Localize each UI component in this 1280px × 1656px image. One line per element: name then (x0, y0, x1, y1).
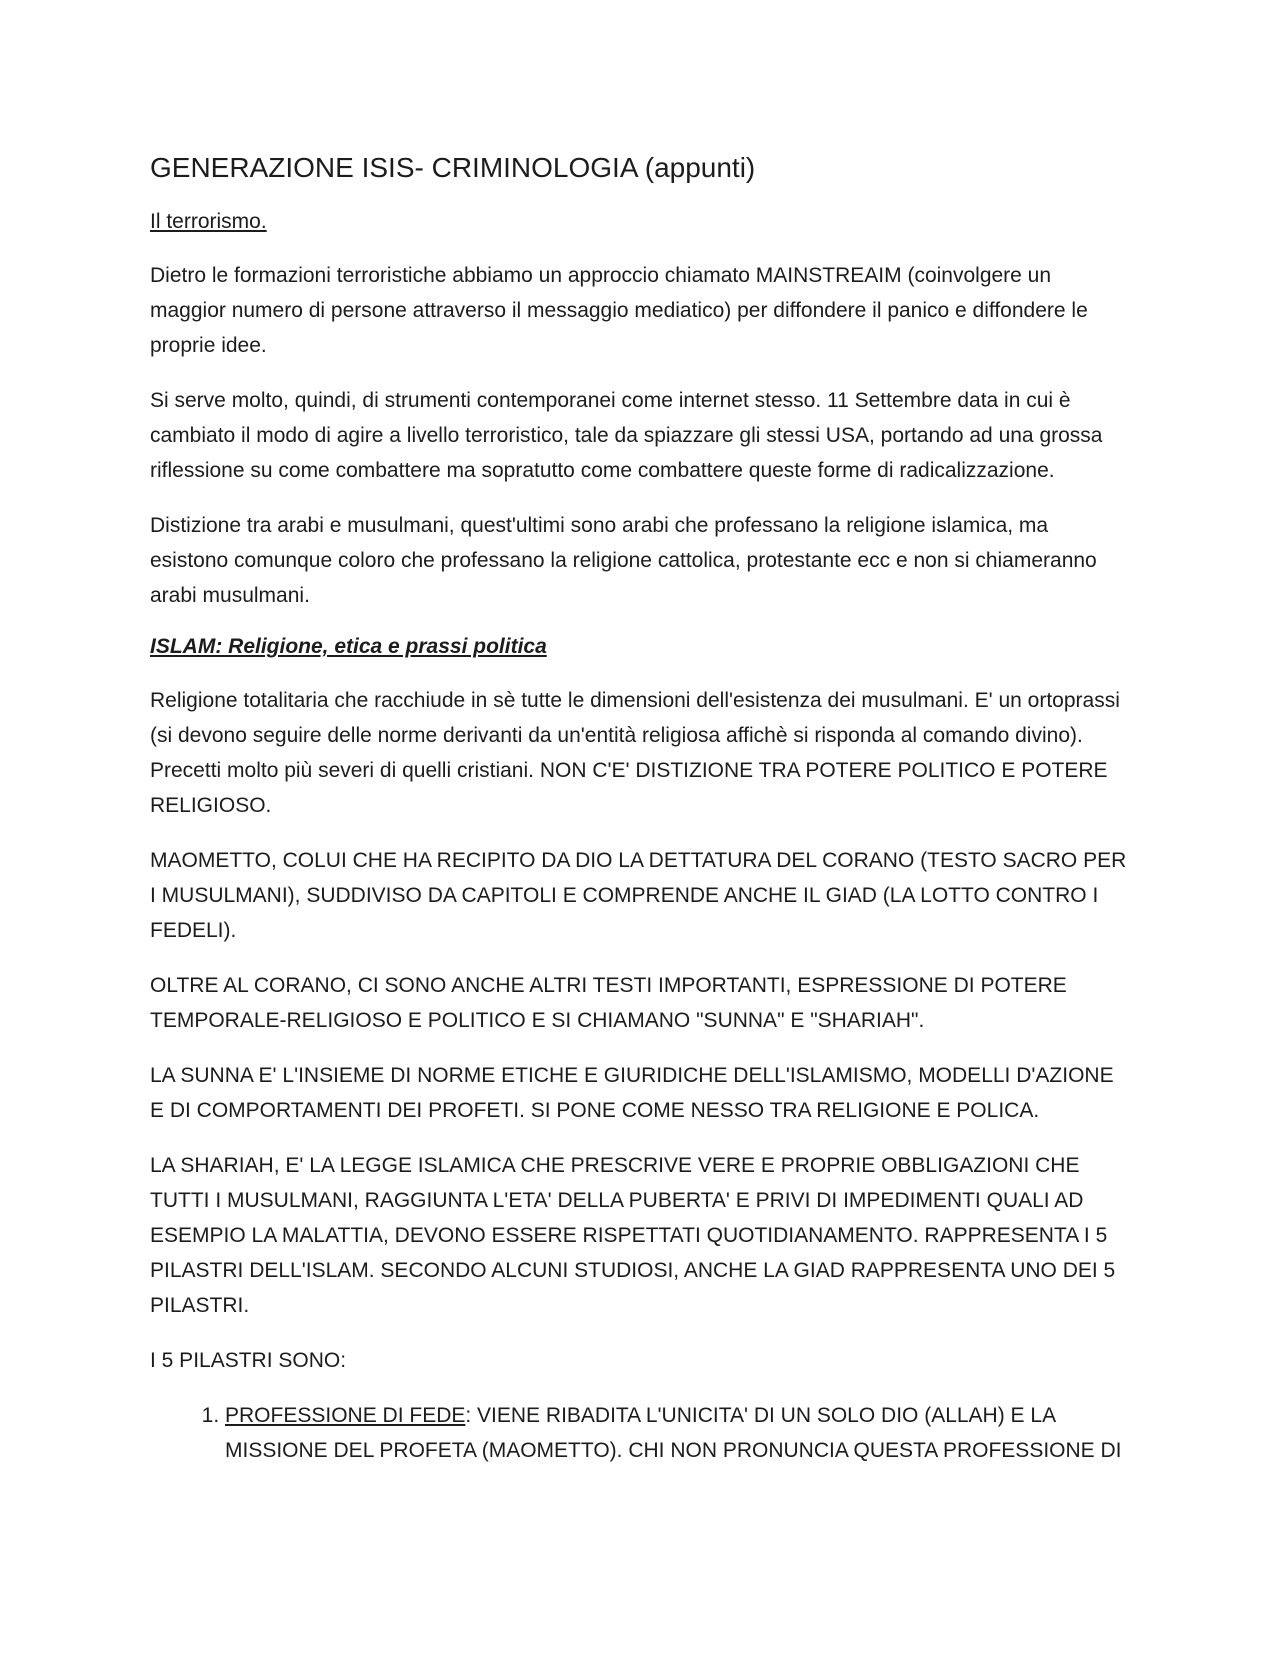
paragraph: Si serve molto, quindi, di strumenti contemporanei come internet stesso. 11 Settembre data in cui è cambiato il modo di agire a livello terroristico, tale da spiazzare gli stessi USA, portando ad una grossa riflessione su come combattere ma sopratutto come combattere queste forme di radicalizzazione. (150, 389, 1103, 482)
paragraph: Distizione tra arabi e musulmani, quest'ultimi sono arabi che professano la religione islamica, ma esistono comunque coloro che professano la religione cattolica, protestante ecc e non si chiameranno arabi musulmani. (150, 514, 1097, 607)
section-heading-terrorismo: Il terrorismo. (150, 210, 267, 233)
paragraph: LA SHARIAH, E' LA LEGGE ISLAMICA CHE PRESCRIVE VERE E PROPRIE OBBLIGAZIONI CHE TUTTI I MUSULMANI, RAGGIUNTA L'ETA' DELLA PUBERTA' E PRIVI DI IMPEDIMENTI QUALI AD ESEMPIO LA MALATTIA, DEVONO ESSERE RISPETTATI QUOTIDIANAMENTO. RAPPRESENTA I 5 PILASTRI DELL'ISLAM. SECONDO ALCUNI STUDIOSI, ANCHE LA GIAD RAPPRESENTA UNO DEI 5 PILASTRI. (150, 1154, 1116, 1317)
paragraph: Religione totalitaria che racchiude in sè tutte le dimensioni dell'esistenza dei musulmani. E' un ortoprassi (si devono seguire delle norme derivanti da un'entità religiosa affichè si risponda al comando divino). Precetti molto più severi di quelli cristiani. NON C'E' DISTIZIONE TRA POTERE POLITICO E POTERE RELIGIOSO. (150, 689, 1120, 817)
paragraph: MAOMETTO, COLUI CHE HA RECIPITO DA DIO LA DETTATURA DEL CORANO (TESTO SACRO PER I MUSULMANI), SUDDIVISO DA CAPITOLI E COMPRENDE ANCHE IL GIAD (LA LOTTO CONTRO I FEDELI). (150, 849, 1127, 942)
pillars-intro: I 5 PILASTRI SONO: (150, 1349, 347, 1372)
section-heading-islam: ISLAM: Religione, etica e prassi politica (150, 635, 547, 658)
paragraph: Dietro le formazioni terroristiche abbiamo un approccio chiamato MAINSTREAIM (coinvolgere un maggior numero di persone attraverso il messaggio mediatico) per diffondere il panico e diffondere le proprie idee. (150, 264, 1088, 357)
paragraph: OLTRE AL CORANO, CI SONO ANCHE ALTRI TESTI IMPORTANTI, ESPRESSIONE DI POTERE TEMPORALE-RELIGIOSO E POLITICO E SI CHIAMANO "SUNNA" E "SHARIAH". (150, 974, 1067, 1032)
document-page (150, 150, 1130, 1468)
paragraph: LA SUNNA E' L'INSIEME DI NORME ETICHE E GIURIDICHE DELL'ISLAMISMO, MODELLI D'AZIONE E DI COMPORTAMENTI DEI PROFETI. SI PONE COME NESSO TRA RELIGIONE E POLICA. (150, 1064, 1114, 1122)
pillar-text: : VIENE RIBADITA L'UNICITA' DI UN SOLO DIO (ALLAH) E LA MISSIONE DEL PROFETA (MAOMETTO). CHI NON PRONUNCIA QUESTA PROFESSIONE DI (225, 1404, 1122, 1462)
document-title: GENERAZIONE ISIS- CRIMINOLOGIA (appunti) (150, 152, 756, 183)
list-item (225, 1398, 1130, 1468)
pillars-list (150, 1398, 1130, 1468)
pillar-term: PROFESSIONE DI FEDE (225, 1404, 466, 1427)
